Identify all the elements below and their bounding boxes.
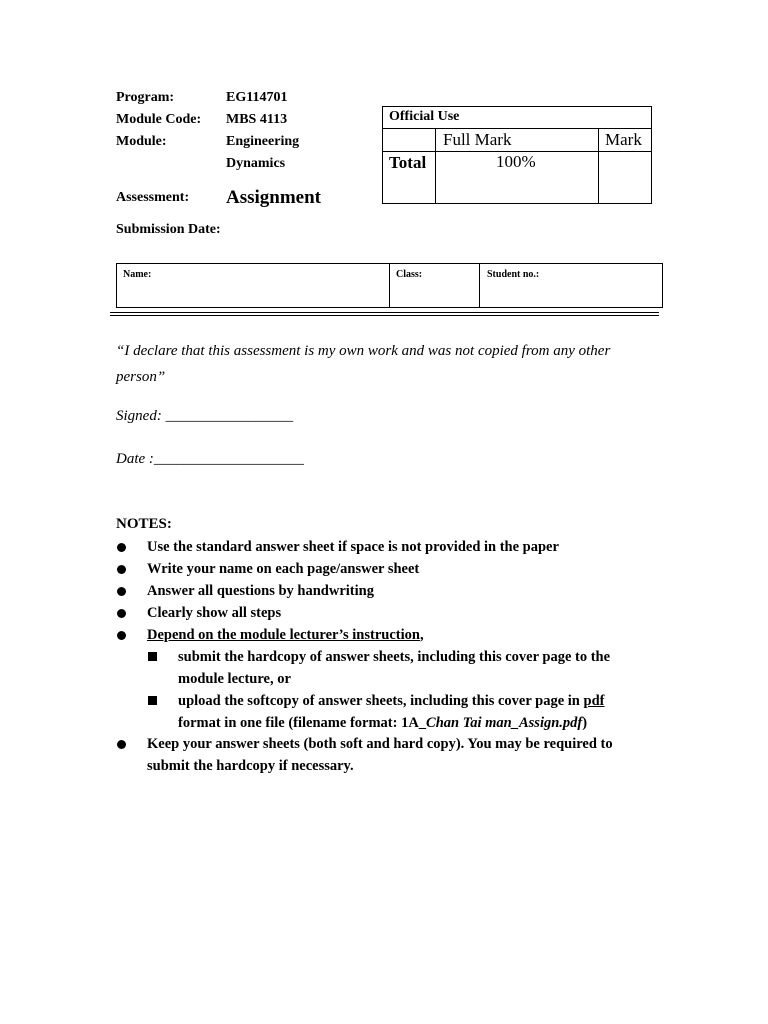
student-no-field[interactable] (480, 282, 662, 307)
module-value-line1: Engineering (226, 134, 300, 149)
note-item-depend (147, 624, 424, 646)
declaration-line1: “I declare that this assessment is my own work and was not copied from any other (116, 343, 611, 359)
table-divider (435, 129, 436, 203)
sub-note-text: upload the softcopy of answer sheets, including this cover page in (178, 693, 584, 709)
mark-header: Mark (605, 130, 642, 149)
note-item: Write your name on each page/answer sheet (147, 561, 420, 577)
bullet-icon (117, 565, 126, 574)
sub-note-line (178, 690, 604, 712)
bullet-icon (117, 587, 126, 596)
sub-note-line: submit the hardcopy of answer sheets, including this cover page to the (178, 649, 611, 665)
bullet-icon (117, 543, 126, 552)
program-value: EG114701 (226, 90, 288, 105)
declaration-line2: person” (116, 369, 166, 385)
pdf-text: pdf (583, 693, 605, 709)
bullet-icon (117, 609, 126, 618)
sub-note-line (178, 712, 587, 734)
sub-note-text: ) (582, 715, 588, 731)
depend-text: Depend on the module lecturer’s instruction (147, 627, 420, 643)
official-use-table (382, 106, 652, 204)
class-field[interactable] (390, 282, 478, 307)
module-code-label: Module Code: (116, 112, 202, 127)
square-bullet-icon (148, 696, 157, 705)
note-item: Clearly show all steps (147, 605, 282, 621)
class-label: Class: (396, 269, 423, 280)
note-item: Use the standard answer sheet if space is not provided in the paper (147, 539, 559, 555)
separator-line (110, 312, 659, 313)
bullet-icon (117, 740, 126, 749)
sub-note-text: format in one file (filename format: 1A_ (178, 715, 427, 731)
note-item: submit the hardcopy if necessary. (147, 758, 354, 774)
date-line: Date :____________________ (116, 451, 304, 467)
name-field[interactable] (117, 282, 387, 307)
submission-date-label: Submission Date: (116, 222, 221, 237)
filename-example: Chan Tai man_Assign.pdf (426, 715, 583, 731)
student-info-box (116, 263, 663, 308)
module-code-value: MBS 4113 (226, 112, 288, 127)
assessment-value: Assignment (226, 187, 322, 208)
module-label: Module: (116, 134, 167, 149)
full-mark-header: Full Mark (443, 130, 512, 149)
assessment-label: Assessment: (116, 190, 190, 205)
module-value-line2: Dynamics (226, 156, 286, 171)
sub-note-line: module lecture, or (178, 671, 291, 687)
mark-entry-cell[interactable] (599, 152, 651, 203)
square-bullet-icon (148, 652, 157, 661)
full-mark-value: 100% (496, 152, 536, 171)
total-label: Total (389, 153, 427, 172)
note-item: Keep your answer sheets (both soft and hard copy). You may be required to (147, 736, 613, 752)
bullet-icon (117, 631, 126, 640)
separator-line (110, 315, 659, 316)
name-label: Name: (123, 269, 152, 280)
official-use-title: Official Use (383, 107, 651, 129)
depend-comma: , (419, 627, 424, 643)
program-label: Program: (116, 90, 175, 105)
student-no-label: Student no.: (487, 269, 540, 280)
notes-title: NOTES: (116, 516, 172, 532)
note-item: Answer all questions by handwriting (147, 583, 374, 599)
signed-line: Signed: _________________ (116, 408, 294, 424)
